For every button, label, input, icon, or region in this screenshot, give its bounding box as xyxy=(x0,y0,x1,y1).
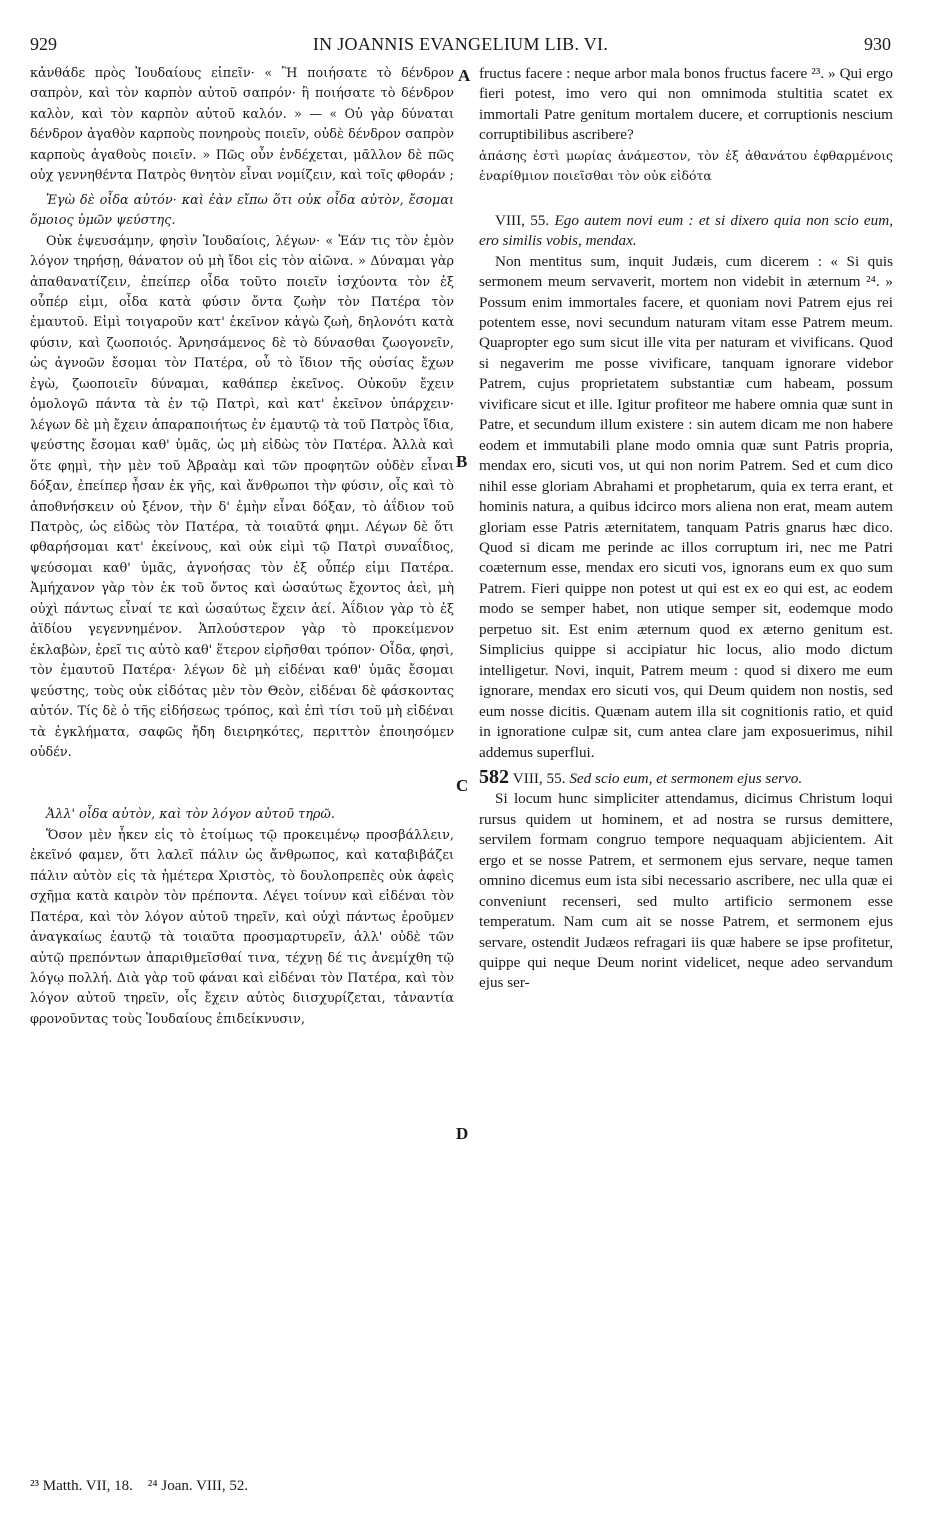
greek-paragraph: Ὅσον μὲν ἧκεν εἰς τὸ ἑτοίμως τῷ προκειμένῳ προσβάλλειν, ἐκεῖνό φαμεν, ὅτι λαλεῖ πάλιν ὡς ἄνθρωπος, καὶ καταβιβάζει πάλιν αὐτὸν εἰς τὰ ἡμέτερα Χριστὸς, τὸ δουλοπρεπὲς οὐκ ἀφεὶς σχῆμα κατὰ καιρὸν τὸν πρέποντα. Λέγει τοίνυν καὶ εἰδέναι τὸν Πατέρα, καὶ τὸν λόγον αὐτοῦ τηρεῖν, καὶ οὐχὶ πάντως ἐροῦμεν ἀναγκαίως ἑαυτῷ τὰ τοιαῦτα προσμαρτυρεῖν, ἀλλ' οὐδὲ τῶν αὐτῷ πρεπόντων ἀπαριθμεῖσθαί τινα, τέχνῃ δέ τις ἀνεμίχθη τῷ λόγῳ πολλή. Διὰ γὰρ τοῦ φάναι καὶ εἰδέναι τὸν Πατέρα, καὶ τὸν λόγον αὐτοῦ τηρεῖν, οἷς ἔχειν αὐτὸς διισχυρίζεται, τἀναντία φρονοῦντας τοὺς Ἰουδαίους ἐπιδείκνυσιν, xyxy=(30,827,454,1027)
latin-paragraph: fructus facere : neque arbor mala bonos fructus facere ²³. » Qui ergo fieri potest, imo vero qui non omnimoda stultitia scatet ex immortali Patre genitum mortalem ducere, et corruptionis nescium corruptibilibus ascribere? xyxy=(479,65,893,144)
greek-paragraph: κἀνθάδε πρὸς Ἰουδαίους εἰπεῖν· « Ἢ ποιήσατε τὸ δένδρον σαπρὸν, καὶ τὸν καρπὸν αὐτοῦ σαπρόν· ἢ ποιήσατε τὸ δένδρον καλὸν, καὶ τὸν καρπὸν αὐτοῦ καλόν. » — « Οὐ γὰρ δύναται δένδρον ἀγαθὸν καρποὺς πονηροὺς ποιεῖν, οὐδὲ δένδρον σαπρὸν καρποὺς ἀγαθοὺς ποιεῖν. » Πῶς οὖν ἐνδέχεται, μᾶλλον δὲ πῶς οὐχ γεννηθέντα Πατρὸς θνητὸν εἶναι νομίζειν, καὶ τοῖς φθοράν ; xyxy=(30,66,454,184)
spacer xyxy=(30,763,454,801)
footnote-24: ²⁴ Joan. VIII, 52. xyxy=(147,1478,249,1494)
spacer xyxy=(479,187,893,207)
greek-lemma: Ἀλλ' οἶδα αὐτὸν, καὶ τὸν λόγον αὐτοῦ τηρῶ. xyxy=(46,807,335,823)
running-header xyxy=(30,34,891,56)
lemma-text: Sed scio eum, et sermonem ejus servo. xyxy=(569,769,803,787)
latin-paragraph: Si locum hunc simpliciter attendamus, dicimus Christum loqui rursus quidem ut hominem, et ad nostra se rursus demittere, servilem formam congruo tempore nequaquam abjicientem. Ait ergo et se nosse Patrem, et sermonem ejus servare, neque tamen omnino dicemus eum ista sibi necessario ascribere, nec ulla quæ ei conveniunt recenseri, sed multo artificio sermonem esse temperatum. Nam cum ait se nosse Patrem, et sermonem ejus servare, ostendit Judæos refragari iis quæ habere se ipse profitetur, quippe qui neque Deum norint videlicet, neque adeo servandum ejus ser- xyxy=(479,790,893,992)
running-title: IN JOANNIS EVANGELIUM LIB. VI. xyxy=(312,34,609,54)
margin-marker-a: A xyxy=(458,66,471,85)
greek-lemma: Ἐγὼ δὲ οἶδα αὐτόν· καὶ ἐὰν εἴπω ὅτι οὐκ οἶδα αὐτὸν, ἔσομαι ὅμοιος ὑμῶν ψεύστης. xyxy=(30,192,454,229)
latin-lemma xyxy=(479,767,893,789)
lemma-reference: VIII, 55. xyxy=(512,769,566,787)
column-number: 582 xyxy=(479,765,509,788)
latin-column-greek-continuation: ἁπάσης ἐστὶ μωρίας ἀνάμεστον, τὸν ἐξ ἀθανάτου ἐφθαρμένοις ἐναρίθμιον ποιεῖσθαι τὸν οὐκ εἰδότα xyxy=(479,147,893,184)
lemma-reference: VIII, 55. xyxy=(495,211,550,229)
footnote-23: ²³ Matth. VII, 18. xyxy=(30,1478,133,1494)
page-number-left: 929 xyxy=(30,34,57,54)
page-number-right: 930 xyxy=(864,34,891,54)
margin-marker-d: D xyxy=(456,1124,469,1143)
latin-column xyxy=(479,64,893,1456)
latin-lemma xyxy=(479,211,893,252)
margin-marker-c: C xyxy=(456,776,469,795)
footnotes xyxy=(30,1478,470,1495)
latin-paragraph: Non mentitus sum, inquit Judæis, cum dicerem : « Si quis sermonem meum servaverit, mortem non videbit in æternum ²⁴. » Possum enim immortales facere, et quoniam novi Patrem ejus rei potentem esse, novi secundum naturam vitam esse Patrem meum. Quapropter ego sum sicut ille vita per naturam et vivificans. Quod si negaverim me posse vivificare, tanquam ignorare videbor Patrem, cujus proprietatem substantiæ cum habeam, possum vivificare sicut et ille. Igitur profiteor me habere omnia quæ sunt in Patre, et secundum illum existere : sin autem dicam me non habere eodem et immutabili plane modo omnia quæ sunt Patris propria, mendax ero, sicuti vos, ut qui non norim Patrem. Sed et cum dico nihil esse gloriam Abrahami et prophetarum, quia ex terra erant, et hominis natura, a quibus idcirco mors aliena non erat, meam autem gloriam esse Patris æternitatem, tanquam Patris gnarus hæc dico. Quod si dicam me perinde ac illos corruptum iri, nec me Patri coæternum esse, mendax ero sicuti vos, ignorans eum ex quo sum Patrem. Fieri quippe non potest ut qui est ex eo qui est, ac eodem modo se semper habet, non utique semper sit, eodemque modo perpetuo sit. Est enim æternum quod ex æterno genitum est. Simplicius quippe si accipiatur hic locus, alio modo dictum intelligetur. Novi, inquit, Patrem meum : quod si dixero me eum ignorare, mendax ero sicuti vos, qui Deum quidem non nostis, sed eum nosse dicitis. Quænam autem illa sit cognitionis ratio, et quid in ignoratione culpæ sit, cum antea clare jam exposuerimus, nihil addemus superflui. xyxy=(479,252,893,761)
greek-paragraph: Οὐκ ἐψευσάμην, φησὶν Ἰουδαίοις, λέγων· « Ἐάν τις τὸν ἐμὸν λόγον τηρήσῃ, θάνατον οὐ μὴ ἴδοι εἰς τὸν αἰῶνα. » Δύναμαι γὰρ ἀπαθανατίζειν, ἐπείπερ οἶδα τοῦτο ποιεῖν ἰσχύοντα τὸν ἐξ οὗπέρ εἰμι, οἶδα κατὰ φύσιν ὄντα ζωὴν τὸν Πατέρα τὸν ἐμαυτοῦ. Εἰμὶ τοιγαροῦν κατ' ἐκεῖνον κἀγὼ ζωὴ, δηλονότι κατὰ φύσιν, καὶ ζωοποιός. Ἀρνησάμενος δὲ τὸ δύνασθαι ζωογονεῖν, ὡς ἀγνοῶν ἔσομαι τὸν Πατέρα, οὗ τὸ ἴδιον τῆς οὐσίας ἔχων ἐγὼ, ζωοποιεῖν δύναμαι, καθάπερ ἐκεῖνος. Οὐκοῦν ἔχειν ὁμολογῶ πάντα τὰ ἐν τῷ Πατρὶ, καὶ κατ' ἐκεῖνον ὑπάρχειν· λέγων δὲ μὴ ἔχειν ἀπαραποιήτως ἐν ἐμαυτῷ τὰ τοῦ Πατρὸς ἴδια, ψεύστης ἔσομαι καθ' ὑμᾶς, ὡς μὴ εἰδὼς τὸν Πατέρα. Ἀλλὰ καὶ ὅτε φημὶ, τὴν μὲν τοῦ Ἀβραὰμ καὶ τῶν προφητῶν οὐδὲν εἶναι δόξαν, ἐπείπερ ἦσαν ἐκ γῆς, καὶ ἄνθρωποι τὴν φύσιν, οἷς καὶ τὸ ἀποθνήσκειν οὐ ξένον, τὴν δ' ἐμὴν εἶναι δόξαν, τὸ ἀΐδιον τοῦ Πατρὸς, ὡς εἰδὼς τὸν Πατέρα, τὰ τοιαῦτά φημι. Λέγων δὲ ὅτι φθαρήσομαι κατ' ἐκείνους, καὶ οὐκ εἰμὶ τῷ Πατρὶ συναΐδιος, ψεύσομαι καθ' ὑμᾶς, ἀγνοήσας τὸν ἐξ οὗπέρ εἰμι Πατέρα. Ἀμήχανον γὰρ τὸν ἐκ τοῦ ὄντος καὶ ὡσαύτως ἔχοντος ἀεὶ, μὴ οὐχὶ πάντως εἶναί τε καὶ ὡσαύτως ἔχειν ἀεί. Ἀΐδιον γὰρ τὸ ἐξ ἀϊδίου γεγεννημένον. Ἁπλούστερον γὰρ τὸ προκείμενον ἐκλαβὼν, ἐρεῖ τις αὐτὸ καθ' ἕτερον εἰρῆσθαι τρόπον· Οἶδα, φησὶ, τὸν ἐμαυτοῦ Πατέρα· λέγων δὲ μὴ εἰδέναι καθ' ὑμᾶς ἔσομαι ψεύστης, τοὺς οὐκ εἰδότας μὲν τὸν Θεὸν, εἰδέναι δὲ φάσκοντας αὐτόν. Τίς δὲ ὁ τῆς εἰδήσεως τρόπος, καὶ ἐπὶ τίσι τοῦ μὴ εἰδέναι τὰ ἐγκλήματα, σαφῶς ἤδη διειρηκότες, περιττὸν ἐποιησόμεν οὐδέν. xyxy=(30,233,454,760)
lemma-text: Ego autem novi eum : et si dixero quia non scio eum, ero similis vobis, mendax. xyxy=(479,211,893,250)
greek-column xyxy=(30,64,454,1456)
margin-marker-b: B xyxy=(456,452,468,471)
